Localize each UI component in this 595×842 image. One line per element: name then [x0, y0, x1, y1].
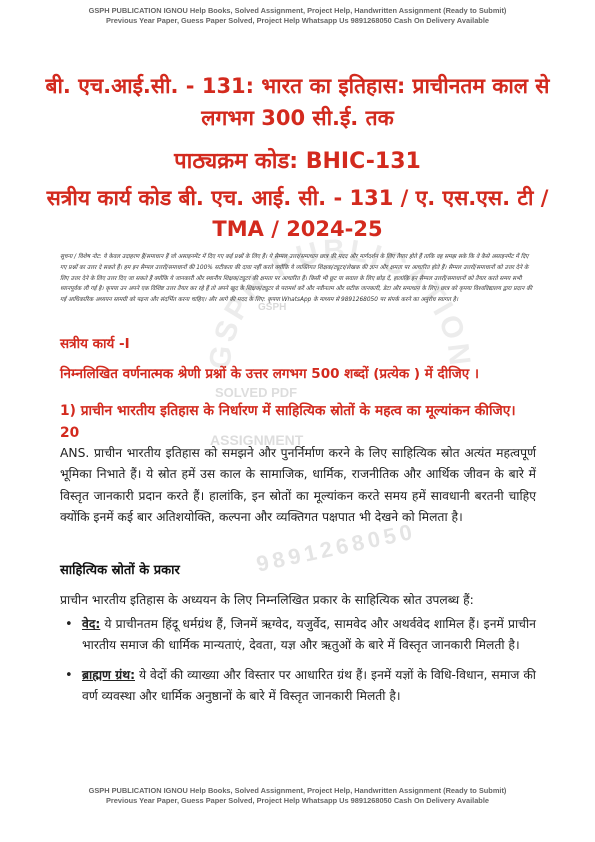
bullet-icon: • [65, 667, 73, 683]
footer-line-1: GSPH PUBLICATION IGNOU Help Books, Solved Assignment, Project Help, Handwritten Assignment (Ready to Submit) [88, 786, 507, 795]
disclaimer-note: सूचना / विशेष नोट: ये केवल उदाहरण हैं/समाधान हैं जो असाइनमेंट में दिए गए कई प्रश्नों के लिए हैं। ये सैम्पल उत्तर/समाधान छात्र की मदद और मार्गदर्शन के लिए तैयार होते हैं ताकि वह समझ सके कि वे कैसे असाइनमेंट में दिए गए प्रश्नों का उत्तर दे सकते हैं। हम इन सैम्पल उत्तरों/समाधानों की 100% सटीकता की दावा नहीं करते क्योंकि ये व्यक्तिगत शिक्षक/ट्यूटर/लेखक की ज्ञान और क्षमता पर आधारित होते हैं। सैम्पल उत्तरों/समाधानों को उत्तर देने के लिए उत्तर देने के लिए उत्तर दिए जा सकते हैं क्योंकि ये जानकारी और स्थानीय शिक्षक/ट्यूटर की क्षमता पर आधारित हैं। किसी भी छूट या सवाल के लिए छोड़ दें, हालांकि इन सैम्पल उत्तरों/समाधानों को तैयार करते समय सभी ध्यानपूर्वक ली गई है। कृपया उन अपने एक विशिष्ट उत्तर तैयार कर रहे हैं तो अपने खुद के शिक्षक/ट्यूटर से परामर्श करें और नवीनतम और सटीक जानकारी, डेटा और समाधान के लिए। छात्र को कृपया विश्वविद्यालय द्वारा प्रदान की गई आधिकारिक अध्ययन सामग्री को पढ़ना और संदर्भित करना चाहिए। और आगे की मदद के लिए: कृपया WhatsApp के माध्यम से 9891268050 पर संपर्क करने का अनुरोध स्वागत है। [60, 254, 533, 304]
header-line-2: Previous Year Paper, Guess Paper Solved, Project Help Whatsapp Us 9891268050 Cash On Delivery Available [106, 15, 489, 25]
watermark-phone: 9891268050 [254, 518, 419, 577]
source-description: ये वेदों की व्याख्या और विस्तार पर आधारित ग्रंथ हैं। इनमें यज्ञों के विधि-विधान, समाज की वर्ण व्यवस्था और धार्मिक अनुष्ठानों के बारे में विस्तृत जानकारी मिलती है। [82, 667, 536, 704]
page-footer [0, 786, 595, 805]
source-term: वेद: [82, 617, 101, 631]
instruction-text: निम्नलिखित वर्णनात्मक श्रेणी प्रश्नों के उत्तर लगभग 500 शब्दों (प्रत्येक ) में दीजिए । [60, 366, 479, 382]
answer-paragraph: ANS. प्राचीन भारतीय इतिहास को समझने और पुनर्निर्माण करने के लिए साहित्यिक स्रोत अत्यंत महत्वपूर्ण भूमिका निभाते हैं। ये स्रोत हमें उस काल के सामाजिक, धार्मिक, राजनीतिक और आर्थिक जीवन के बारे में विस्तृत जानकारी प्रदान करते हैं। हालांकि, इन स्रोतों का मूल्यांकन करते समय हमें सावधानी बरतनी चाहिए क्योंकि इनमें कई बार अतिशयोक्ति, कल्पना और व्यक्तिगत पक्षपात भी देखने को मिलता है। [60, 446, 536, 525]
assignment-label: सत्रीय कार्य -I [60, 336, 130, 352]
list-item [60, 614, 536, 657]
question-text: 1) प्राचीन भारतीय इतिहास के निर्धारण में साहित्यिक स्रोतों के महत्व का मूल्यांकन कीजिए। 20 [60, 403, 516, 441]
course-code: पाठ्यक्रम कोड: BHIC-131 [174, 149, 421, 174]
header-line-1: GSPH PUBLICATION IGNOU Help Books, Solved Assignment, Project Help, Handwritten Assignment (Ready to Submit) [88, 6, 507, 15]
assignment-code: सत्रीय कार्य कोड बी. एच. आई. सी. - 131 / ए. एस.एस. टी / TMA / 2024-25 [46, 186, 549, 241]
course-title: बी. एच.आई.सी. - 131: भारत का इतिहास: प्राचीनतम काल से लगभग 300 सी.ई. तक [45, 74, 550, 130]
page-header [0, 6, 595, 25]
sources-list [60, 614, 536, 716]
bullet-icon: • [65, 617, 73, 632]
watermark-gsph: GSPH [258, 302, 287, 313]
sources-intro: प्राचीन भारतीय इतिहास के अध्ययन के लिए निम्नलिखित प्रकार के साहित्यिक स्रोत उपलब्ध हैं: [60, 593, 474, 607]
list-item [60, 665, 536, 708]
source-description: ये प्राचीनतम हिंदू धर्मग्रंथ हैं, जिनमें ऋग्वेद, यजुर्वेद, सामवेद और अथर्ववेद शामिल हैं। इनमें प्राचीन भारतीय समाज की धार्मिक मान्यताएं, देवता, यज्ञ और ऋतुओं के बारे में विस्तृत जानकारी मिलती है। [82, 617, 536, 653]
sources-heading: साहित्यिक स्रोतों के प्रकार [60, 563, 180, 578]
footer-line-2: Previous Year Paper, Guess Paper Solved, Project Help Whatsapp Us 9891268050 Cash On Delivery Available [106, 795, 489, 805]
watermark-assignment: ASSIGNMENT [210, 432, 304, 448]
watermark-arc-text: GSPH PUBLICATION [203, 233, 477, 371]
watermark-solved: SOLVED PDF [215, 385, 298, 400]
source-term: ब्राह्मण ग्रंथ: [82, 667, 135, 682]
